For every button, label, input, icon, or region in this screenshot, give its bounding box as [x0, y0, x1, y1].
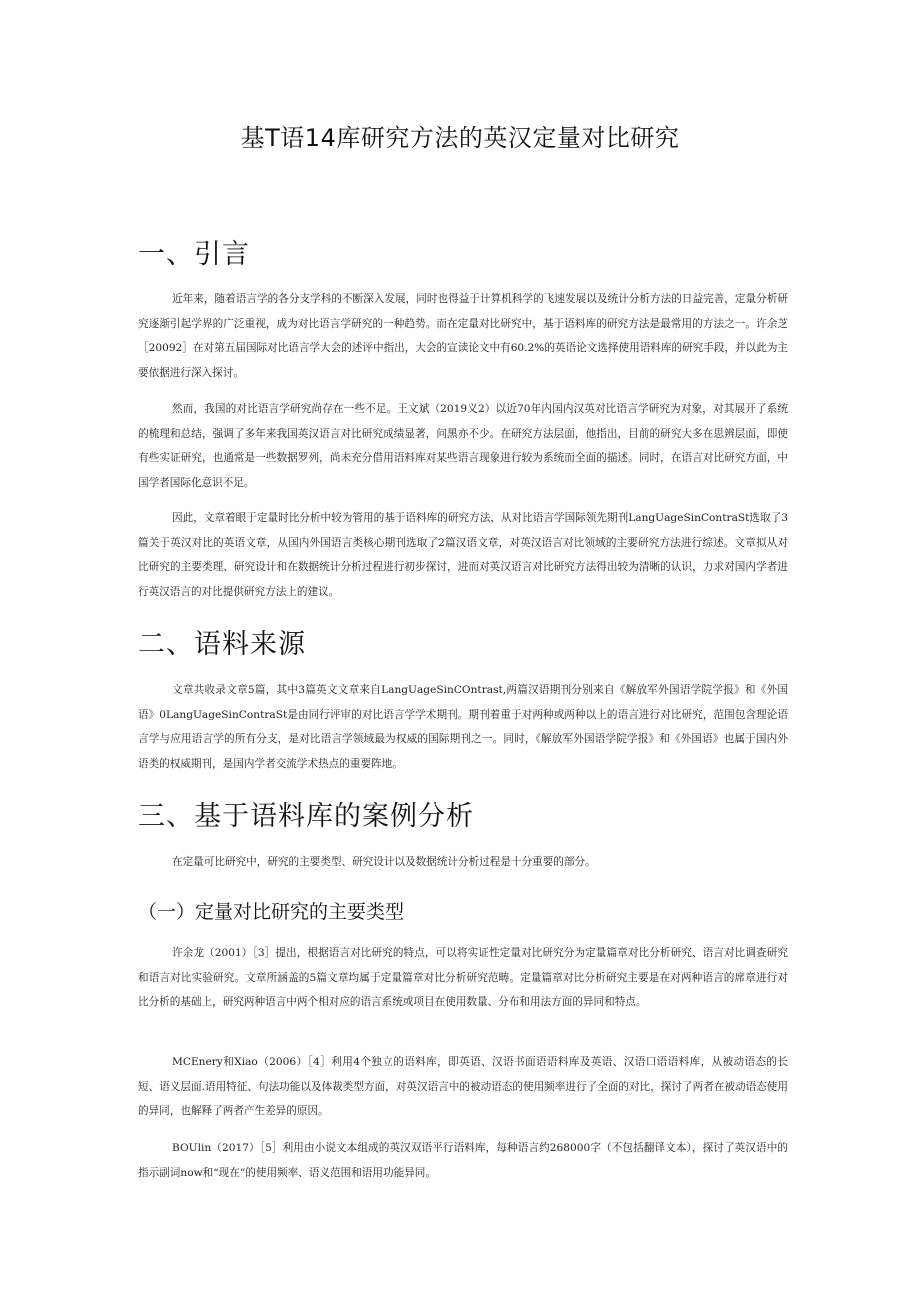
paragraph: 然而，我国的对比语言学研究尚存在一些不足。王文斌（2019义2）以近70年内国内汉英对比语言学研究为对象，对其展开了系统的梳理和总结，强调了多年来我国英汉语言对比研究成绩显著，问黑亦不少。在研究方法层面，他指出，目前的研究大多在思辨层面，即使有些实证研究，也通常是一些数据罗列，尚未充分借用语料库对某些语言现象进行较为系统而全面的描述。同时，在语言对比研究方面，中国学者国际化意识不足。	[138, 403, 788, 489]
subsection-heading-research-types: （一）定量对比研究的主要类型	[138, 901, 405, 923]
section-heading-introduction: 一、引言	[138, 239, 250, 270]
paragraph: MCEnery和Xiao（2006）［4］利用4个独立的语料库，即英语、汉语书面语语料库及英语、汉语口语语料库，从被动语态的长短、语义层面.语用特征、句法功能以及体裁类型方面，对英汉语言中的被动语态的使用频率进行了全面的对比，探讨了两者在被动语态使用的异同，也解释了两者产生差异的原因。	[138, 1056, 788, 1117]
paragraph: 因此，文章着眼于定量时比分析中较为管用的基于语料库的研究方法，从对比语言学国际领先期刊LangUageSinContraSt选取了3篇关于英汉对比的英语文章，从国内外国语言类核心期刊选取了2篇汉语文章，对英汉语言对比领域的主要研究方法进行综述。文章拟从对比研究的主要类理、研究设计和在数据统计分析过程进行初步探讨，进而对英汉语言对比研究方法得出较为清晰的认识，力求对国内学者进行英汉语言的对比提供研究方法上的建议。	[138, 512, 788, 598]
section-heading-case-analysis: 三、基于语料库的案例分析	[138, 801, 474, 832]
paragraph: BOUlin（2017）［5］利用由小说文本组成的英汉双语平行语料库，每种语言约268000字（不包括翻译文本），探讨了英汉语中的指示副词now和“现在”的使用频率、语义范围和语用功能异同。	[138, 1142, 788, 1179]
section-heading-corpus-source: 二、语料来源	[138, 629, 306, 660]
paragraph: 近年来，随着语言学的各分支学科的不断深入发展，同时也得益于计算机科学的飞速发展以及统计分析方法的日益完善，定量分析研究逐渐引起学界的广泛重视，成为对比语言学研究的一种趋势。而在定量对比研究中，基于语料库的研究方法是最常用的方法之一。许余芝［20092］在对第五届国际对比语言学大会的述评中指出，大会的宣读论文中有60.2%的英语论文选择使用语料库的研究手段，并以此为主要依据进行深入探讨。	[138, 293, 789, 379]
paragraph: 在定量可比研究中，研究的主要类型、研究设计以及数据统计分析过程是十分重要的部分。	[172, 856, 596, 868]
document-title: 基T语14库研究方法的英汉定量对比研究	[240, 124, 680, 152]
paragraph: 文章共收录文章5篇，其中3篇英文文章来自LangUageSinCOntrast,两篇汉语期刊分别来自《解放军外国语学院学报》和《外国语》0LangUageSinContraSt是由同行评审的对比语言学学术期刊。期刊着重于对两种或两种以上的语言进行对比研究，范围包含理论语言学与应用语言学的所有分支，是对比语言学领域最为权威的国际期刊之一。同时，《解放军外国语学院学报》和《外国语》也属于国内外语类的权威期刊，是国内学者交流学术热点的重要阵地。	[138, 684, 788, 770]
paragraph: 许余龙（2001）［3］提出，根据语言对比研究的特点，可以将实证性定量对比研究分为定量篇章对比分析研究、语言对比调查研究和语言对比实验研究。文章所涵盖的5篇文章均属于定量篇章对比分析研究范畴。定量篇章对比分析研究主要是在对两种语言的席章进行对比分析的基础上，研究两种语言中两个相对应的语言系统或项目在使用数量、分布和用法方面的异同和特点。	[138, 947, 788, 1008]
